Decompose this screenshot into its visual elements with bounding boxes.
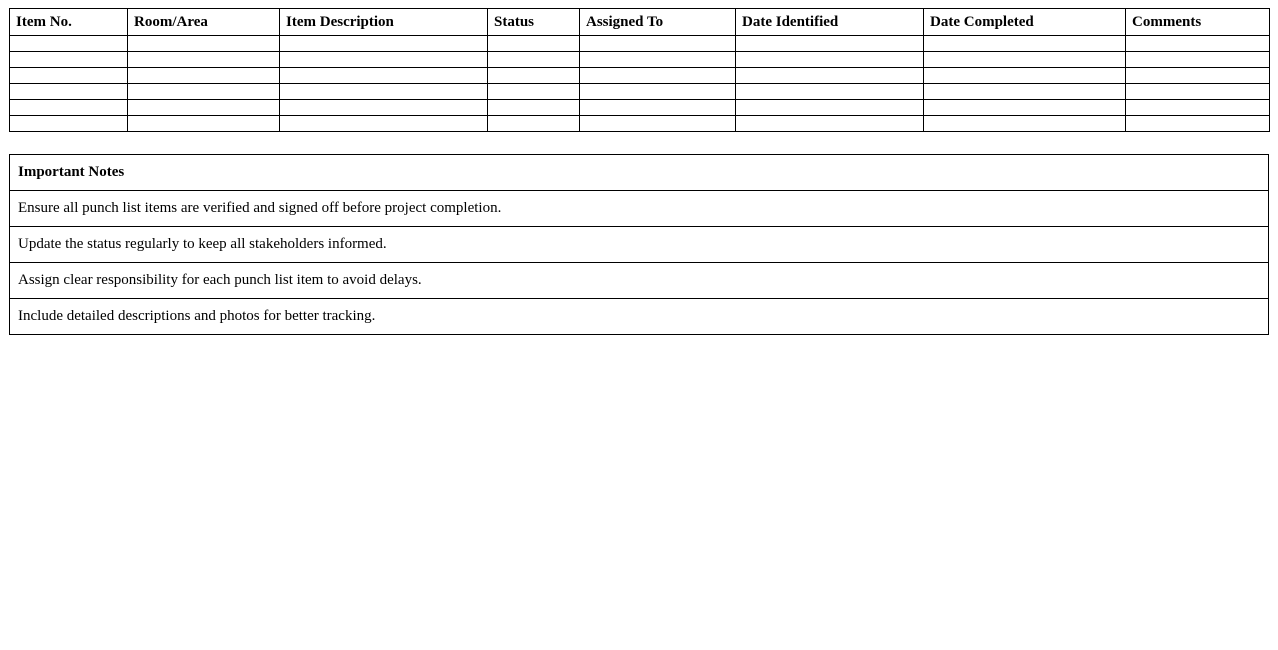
cell-comments[interactable]	[1126, 36, 1270, 52]
cell-date-identified[interactable]	[736, 84, 924, 100]
cell-item-description[interactable]	[280, 68, 488, 84]
cell-date-completed[interactable]	[924, 116, 1126, 132]
cell-date-identified[interactable]	[736, 68, 924, 84]
note-text: Assign clear responsibility for each punch list item to avoid delays.	[10, 263, 1269, 299]
table-spacer	[9, 132, 1269, 154]
cell-date-completed[interactable]	[924, 36, 1126, 52]
cell-comments[interactable]	[1126, 84, 1270, 100]
cell-assigned-to[interactable]	[580, 68, 736, 84]
cell-item-description[interactable]	[280, 84, 488, 100]
column-header-room-area: Room/Area	[128, 9, 280, 36]
cell-item-no[interactable]	[10, 100, 128, 116]
table-row	[10, 36, 1270, 52]
list-item	[10, 263, 1269, 299]
cell-date-identified[interactable]	[736, 52, 924, 68]
cell-room-area[interactable]	[128, 52, 280, 68]
cell-item-description[interactable]	[280, 100, 488, 116]
cell-status[interactable]	[488, 84, 580, 100]
list-item	[10, 299, 1269, 335]
column-header-comments: Comments	[1126, 9, 1270, 36]
cell-date-completed[interactable]	[924, 52, 1126, 68]
cell-room-area[interactable]	[128, 116, 280, 132]
cell-item-no[interactable]	[10, 36, 128, 52]
list-item	[10, 191, 1269, 227]
cell-status[interactable]	[488, 100, 580, 116]
cell-date-identified[interactable]	[736, 116, 924, 132]
cell-item-description[interactable]	[280, 36, 488, 52]
column-header-date-identified: Date Identified	[736, 9, 924, 36]
column-header-item-no: Item No.	[10, 9, 128, 36]
important-notes-table	[9, 154, 1269, 335]
notes-header-label: Important Notes	[10, 155, 1269, 191]
cell-status[interactable]	[488, 52, 580, 68]
table-row	[10, 84, 1270, 100]
cell-comments[interactable]	[1126, 52, 1270, 68]
cell-date-completed[interactable]	[924, 68, 1126, 84]
table-row	[10, 116, 1270, 132]
cell-comments[interactable]	[1126, 116, 1270, 132]
cell-room-area[interactable]	[128, 84, 280, 100]
column-header-date-completed: Date Completed	[924, 9, 1126, 36]
cell-status[interactable]	[488, 68, 580, 84]
cell-date-identified[interactable]	[736, 36, 924, 52]
cell-item-no[interactable]	[10, 68, 128, 84]
note-text: Update the status regularly to keep all stakeholders informed.	[10, 227, 1269, 263]
punch-list-table	[9, 8, 1270, 132]
cell-item-description[interactable]	[280, 116, 488, 132]
cell-comments[interactable]	[1126, 68, 1270, 84]
cell-assigned-to[interactable]	[580, 52, 736, 68]
cell-date-completed[interactable]	[924, 100, 1126, 116]
cell-room-area[interactable]	[128, 36, 280, 52]
column-header-status: Status	[488, 9, 580, 36]
cell-assigned-to[interactable]	[580, 84, 736, 100]
cell-item-no[interactable]	[10, 52, 128, 68]
table-row	[10, 52, 1270, 68]
note-text: Include detailed descriptions and photos for better tracking.	[10, 299, 1269, 335]
table-row	[10, 68, 1270, 84]
table-header-row	[10, 9, 1270, 36]
cell-assigned-to[interactable]	[580, 36, 736, 52]
cell-status[interactable]	[488, 36, 580, 52]
cell-item-no[interactable]	[10, 84, 128, 100]
note-text: Ensure all punch list items are verified and signed off before project completion.	[10, 191, 1269, 227]
cell-item-description[interactable]	[280, 52, 488, 68]
cell-room-area[interactable]	[128, 68, 280, 84]
column-header-item-description: Item Description	[280, 9, 488, 36]
column-header-assigned-to: Assigned To	[580, 9, 736, 36]
notes-header-row	[10, 155, 1269, 191]
list-item	[10, 227, 1269, 263]
cell-assigned-to[interactable]	[580, 100, 736, 116]
cell-date-identified[interactable]	[736, 100, 924, 116]
table-row	[10, 100, 1270, 116]
cell-comments[interactable]	[1126, 100, 1270, 116]
cell-date-completed[interactable]	[924, 84, 1126, 100]
cell-room-area[interactable]	[128, 100, 280, 116]
cell-status[interactable]	[488, 116, 580, 132]
cell-item-no[interactable]	[10, 116, 128, 132]
cell-assigned-to[interactable]	[580, 116, 736, 132]
